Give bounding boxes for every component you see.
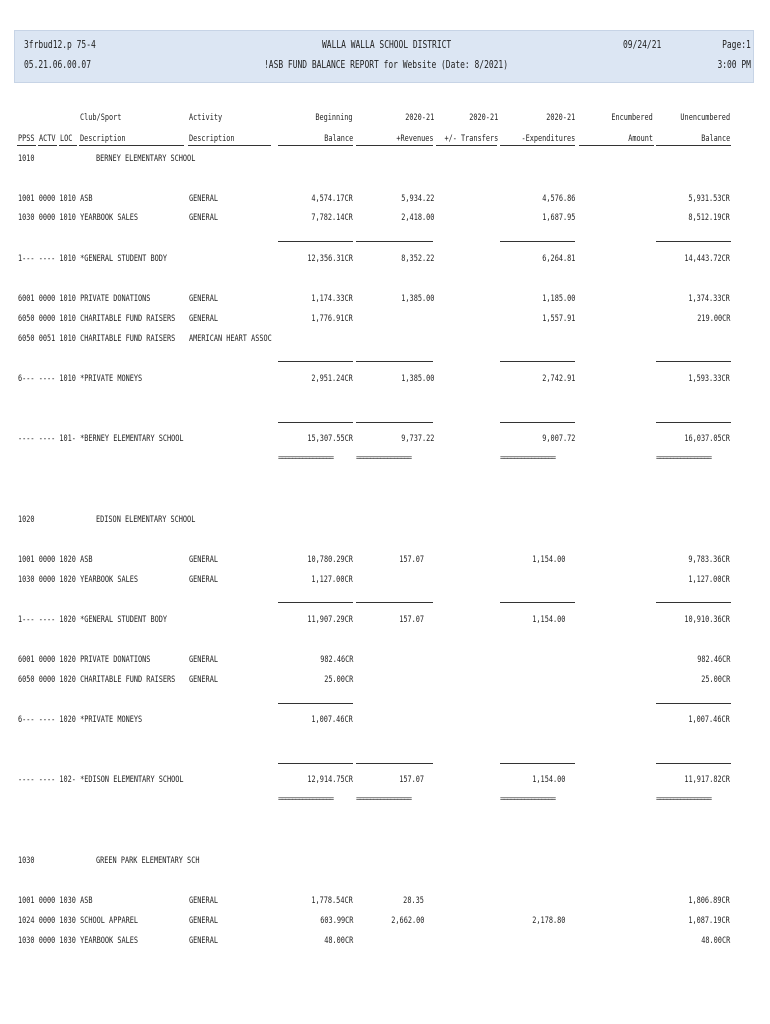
total-rule <box>356 422 433 423</box>
unencumbered-balance: 1,087.19CR <box>688 916 730 926</box>
revenues: 8,352.22 <box>400 254 434 264</box>
subtotal-rule <box>656 602 731 603</box>
account-code: 6050 0000 1010 CHARITABLE FUND RAISERS <box>18 314 176 324</box>
col-activity-description: Description <box>189 134 235 144</box>
unencumbered-balance: 982.46CR <box>696 655 730 665</box>
total-rule <box>656 763 731 764</box>
account-code: 6050 0051 1010 CHARITABLE FUND RAISERS <box>18 334 176 344</box>
col-transfers-year: 2020-21 <box>469 113 498 123</box>
subtotal-rule <box>356 602 433 603</box>
subtotal-rule <box>656 703 731 704</box>
col-encumbered-amount: Amount <box>628 134 653 144</box>
expenditures: 1,154.00 <box>531 555 565 565</box>
unencumbered-balance: 16,037.05CR <box>684 434 730 444</box>
school-name: GREEN PARK ELEMENTARY SCH <box>96 856 200 866</box>
beginning-balance: 11,907.29CR <box>307 615 353 625</box>
expenditures: 1,687.95 <box>541 213 575 223</box>
subtotal-rule <box>278 361 353 362</box>
unencumbered-balance: 48.00CR <box>701 936 730 946</box>
beginning-balance: 12,356.31CR <box>307 254 353 264</box>
col-loc: LOC <box>60 134 73 144</box>
unencumbered-balance: 10,910.36CR <box>684 615 730 625</box>
report-title: !ASB FUND BALANCE REPORT for Website (Date: 8/2021) <box>264 60 508 71</box>
subtotal-rule <box>500 602 575 603</box>
unencumbered-balance: 1,374.33CR <box>688 294 730 304</box>
beginning-balance: 1,007.46CR <box>311 715 353 725</box>
grand-total-rule: ================ <box>356 453 411 462</box>
expenditures: 2,178.80 <box>531 916 565 926</box>
beginning-balance: 1,174.33CR <box>311 294 353 304</box>
account-code: 1030 0000 1030 YEARBOOK SALES <box>18 936 139 946</box>
header-rule <box>356 145 433 146</box>
col-expenditures: -Expenditures <box>521 134 575 144</box>
revenues: 5,934.22 <box>400 194 434 204</box>
account-code: 1030 0000 1020 YEARBOOK SALES <box>18 575 139 585</box>
school-code: 1030 <box>18 856 35 866</box>
subtotal-rule <box>500 361 575 362</box>
expenditures: 4,576.86 <box>541 194 575 204</box>
col-revenues: +Revenues <box>396 134 434 144</box>
school-total-label: ---- ---- 101- *BERNEY ELEMENTARY SCHOOL <box>18 434 184 444</box>
report-time: 3:00 PM <box>717 60 751 71</box>
beginning-balance: 2,951.24CR <box>311 374 353 384</box>
unencumbered-balance: 1,007.46CR <box>688 715 730 725</box>
account-code: 1001 0000 1020 ASB <box>18 555 93 565</box>
account-code: 1024 0000 1030 SCHOOL APPAREL <box>18 916 139 926</box>
activity-description: GENERAL <box>189 294 218 304</box>
activity-description: GENERAL <box>189 916 218 926</box>
subtotal-rule <box>278 241 353 242</box>
activity-description: AMERICAN HEART ASSOC <box>189 334 272 344</box>
beginning-balance: 25.00CR <box>324 675 353 685</box>
expenditures: 1,185.00 <box>541 294 575 304</box>
report-header-band <box>14 30 754 83</box>
unencumbered-balance: 219.00CR <box>696 314 730 324</box>
expenditures: 2,742.91 <box>541 374 575 384</box>
subtotal-label: 1--- ---- 1010 *GENERAL STUDENT BODY <box>18 254 168 264</box>
school-code: 1010 <box>18 154 35 164</box>
col-club-sport: Club/Sport <box>80 113 122 123</box>
subtotal-label: 6--- ---- 1020 *PRIVATE MONEYS <box>18 715 143 725</box>
subtotal-rule <box>356 241 433 242</box>
expenditures: 1,557.91 <box>541 314 575 324</box>
col-beginning-balance: Balance <box>324 134 353 144</box>
total-rule <box>656 422 731 423</box>
revenues: 2,418.00 <box>400 213 434 223</box>
total-rule <box>356 763 433 764</box>
revenues: 157.07 <box>399 555 424 565</box>
subtotal-label: 1--- ---- 1020 *GENERAL STUDENT BODY <box>18 615 168 625</box>
beginning-balance: 48.00CR <box>324 936 353 946</box>
subtotal-label: 6--- ---- 1010 *PRIVATE MONEYS <box>18 374 143 384</box>
col-actv: ACTV <box>39 134 56 144</box>
activity-description: GENERAL <box>189 675 218 685</box>
unencumbered-balance: 9,783.36CR <box>688 555 730 565</box>
activity-description: GENERAL <box>189 194 218 204</box>
unencumbered-balance: 5,931.53CR <box>688 194 730 204</box>
subtotal-rule <box>278 703 353 704</box>
account-code: 6001 0000 1010 PRIVATE DONATIONS <box>18 294 151 304</box>
expenditures: 6,264.81 <box>541 254 575 264</box>
beginning-balance: 12,914.75CR <box>307 775 353 785</box>
activity-description: GENERAL <box>189 555 218 565</box>
account-code: 1001 0000 1010 ASB <box>18 194 93 204</box>
total-rule <box>500 422 575 423</box>
activity-description: GENERAL <box>189 213 218 223</box>
grand-total-rule: ================ <box>656 794 711 803</box>
col-encumbered: Encumbered <box>611 113 653 123</box>
unencumbered-balance: 25.00CR <box>701 675 730 685</box>
total-rule <box>278 763 353 764</box>
col-expenditures-year: 2020-21 <box>546 113 575 123</box>
unencumbered-balance: 1,127.00CR <box>688 575 730 585</box>
beginning-balance: 7,782.14CR <box>311 213 353 223</box>
header-rule <box>436 145 497 146</box>
grand-total-rule: ================ <box>278 794 333 803</box>
revenues: 1,385.00 <box>400 294 434 304</box>
col-unencumbered: Unencumbered <box>680 113 730 123</box>
header-rule <box>188 145 271 146</box>
col-description: Description <box>80 134 126 144</box>
header-rule <box>500 145 575 146</box>
col-revenues-year: 2020-21 <box>405 113 434 123</box>
revenues: 157.07 <box>399 775 424 785</box>
subtotal-rule <box>656 361 731 362</box>
district-name: WALLA WALLA SCHOOL DISTRICT <box>322 40 452 51</box>
school-code: 1020 <box>18 515 35 525</box>
revenues: 157.07 <box>399 615 424 625</box>
col-activity: Activity <box>189 113 223 123</box>
beginning-balance: 4,574.17CR <box>311 194 353 204</box>
beginning-balance: 15,307.55CR <box>307 434 353 444</box>
expenditures: 1,154.00 <box>531 775 565 785</box>
col-unencumbered-balance: Balance <box>701 134 730 144</box>
header-rule <box>278 145 353 146</box>
unencumbered-balance: 1,593.33CR <box>688 374 730 384</box>
expenditures: 1,154.00 <box>531 615 565 625</box>
grand-total-rule: ================ <box>500 453 555 462</box>
header-rule <box>17 145 36 146</box>
revenues: 1,385.00 <box>400 374 434 384</box>
grand-total-rule: ================ <box>278 453 333 462</box>
school-name: BERNEY ELEMENTARY SCHOOL <box>96 154 196 164</box>
subtotal-rule <box>278 602 353 603</box>
header-rule <box>59 145 77 146</box>
program-id: 3frbud12.p 75-4 <box>24 40 96 51</box>
beginning-balance: 1,776.91CR <box>311 314 353 324</box>
account-code: 1001 0000 1030 ASB <box>18 896 93 906</box>
beginning-balance: 1,127.00CR <box>311 575 353 585</box>
header-rule <box>79 145 184 146</box>
unencumbered-balance: 11,917.82CR <box>684 775 730 785</box>
school-name: EDISON ELEMENTARY SCHOOL <box>96 515 196 525</box>
account-code: 6050 0000 1020 CHARITABLE FUND RAISERS <box>18 675 176 685</box>
beginning-balance: 10,780.29CR <box>307 555 353 565</box>
subtotal-rule <box>500 241 575 242</box>
col-beginning: Beginning <box>315 113 353 123</box>
header-rule <box>579 145 654 146</box>
beginning-balance: 982.46CR <box>319 655 353 665</box>
subtotal-rule <box>356 361 433 362</box>
unencumbered-balance: 14,443.72CR <box>684 254 730 264</box>
account-code: 1030 0000 1010 YEARBOOK SALES <box>18 213 139 223</box>
expenditures: 9,007.72 <box>541 434 575 444</box>
school-total-label: ---- ---- 102- *EDISON ELEMENTARY SCHOOL <box>18 775 184 785</box>
revenues: 2,662.00 <box>390 916 424 926</box>
grand-total-rule: ================ <box>500 794 555 803</box>
revenues: 28.35 <box>403 896 424 906</box>
total-rule <box>278 422 353 423</box>
revenues: 9,737.22 <box>400 434 434 444</box>
total-rule <box>500 763 575 764</box>
activity-description: GENERAL <box>189 575 218 585</box>
page-number: Page:1 <box>722 40 751 51</box>
unencumbered-balance: 1,806.89CR <box>688 896 730 906</box>
account-code: 6001 0000 1020 PRIVATE DONATIONS <box>18 655 151 665</box>
header-rule <box>656 145 731 146</box>
activity-description: GENERAL <box>189 896 218 906</box>
col-ppss: PPSS <box>18 134 35 144</box>
beginning-balance: 1,778.54CR <box>311 896 353 906</box>
activity-description: GENERAL <box>189 655 218 665</box>
report-date: 09/24/21 <box>623 40 662 51</box>
header-rule <box>38 145 57 146</box>
activity-description: GENERAL <box>189 314 218 324</box>
grand-total-rule: ================ <box>356 794 411 803</box>
program-version: 05.21.06.00.07 <box>24 60 91 71</box>
subtotal-rule <box>656 241 731 242</box>
activity-description: GENERAL <box>189 936 218 946</box>
col-transfers: +/- Transfers <box>444 134 498 144</box>
beginning-balance: 603.99CR <box>319 916 353 926</box>
grand-total-rule: ================ <box>656 453 711 462</box>
unencumbered-balance: 8,512.19CR <box>688 213 730 223</box>
